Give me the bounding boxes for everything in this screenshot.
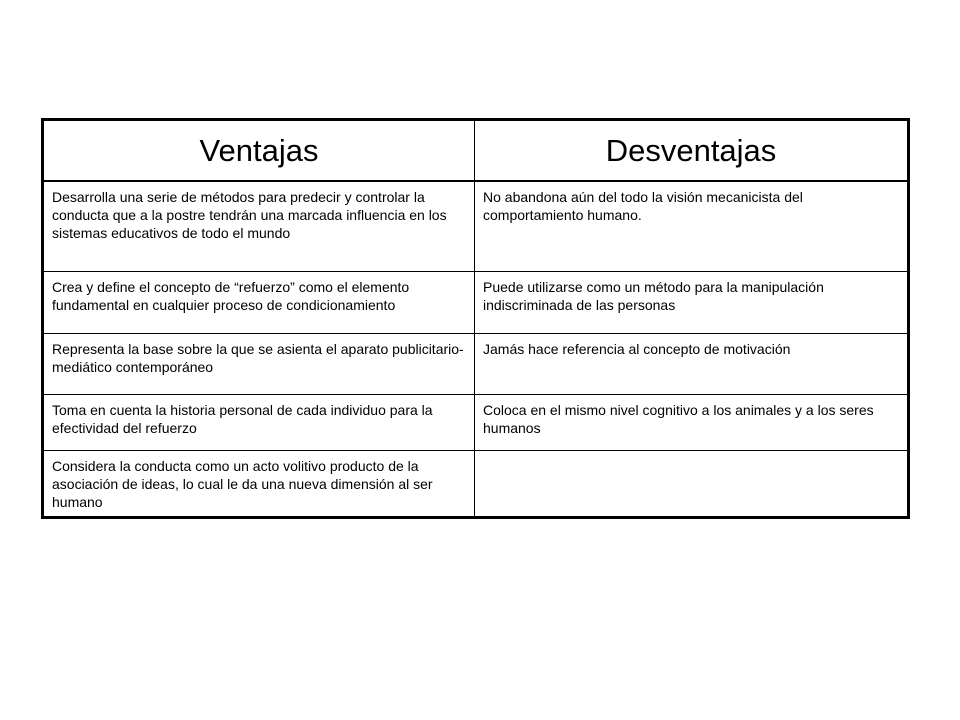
ventaja-cell: Desarrolla una serie de métodos para predecir y controlar la conducta que a la postre tendrán una marcada influencia en los sistemas educativos de todo el mundo — [43, 181, 475, 271]
header-ventajas: Ventajas — [43, 120, 475, 182]
table-row — [43, 394, 909, 450]
desventaja-cell: Coloca en el mismo nivel cognitivo a los animales y a los seres humanos — [475, 394, 909, 450]
table-row — [43, 333, 909, 394]
desventaja-cell: Jamás hace referencia al concepto de motivación — [475, 333, 909, 394]
ventaja-cell: Crea y define el concepto de “refuerzo” como el elemento fundamental en cualquier proceso de condicionamiento — [43, 271, 475, 333]
table-row — [43, 181, 909, 271]
desventaja-cell: Puede utilizarse como un método para la manipulación indiscriminada de las personas — [475, 271, 909, 333]
ventaja-cell: Representa la base sobre la que se asienta el aparato publicitario-mediático contemporáneo — [43, 333, 475, 394]
ventaja-cell: Considera la conducta como un acto volitivo producto de la asociación de ideas, lo cual le da una nueva dimensión al ser humano — [43, 450, 475, 517]
header-row — [43, 120, 909, 182]
table-row — [43, 450, 909, 517]
desventaja-cell — [475, 450, 909, 517]
ventaja-cell: Toma en cuenta la historia personal de cada individuo para la efectividad del refuerzo — [43, 394, 475, 450]
desventaja-cell: No abandona aún del todo la visión mecanicista del comportamiento humano. — [475, 181, 909, 271]
comparison-table — [41, 118, 910, 519]
header-desventajas: Desventajas — [475, 120, 909, 182]
table-row — [43, 271, 909, 333]
